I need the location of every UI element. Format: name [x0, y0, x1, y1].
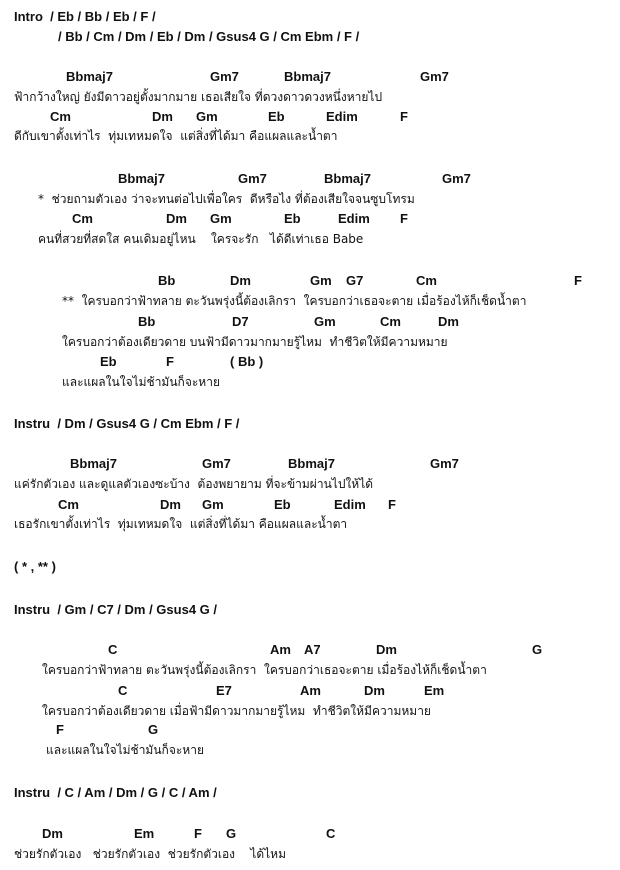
chord: Dm	[230, 273, 251, 288]
chord: F	[400, 109, 408, 124]
chord: F	[56, 722, 64, 737]
chord: Eb	[100, 354, 117, 369]
chord: Bbmaj7	[66, 69, 113, 84]
lyric-line: คนที่สวยที่สดใส คนเดิมอยู่ไหน ใครจะรัก ได้ดีเท่าเธอ Babe	[38, 232, 364, 246]
chord: Dm	[166, 211, 187, 226]
chord: Bbmaj7	[70, 456, 117, 471]
chord: Cm	[50, 109, 71, 124]
chord: Gm7	[420, 69, 449, 84]
chord: Bbmaj7	[324, 171, 371, 186]
chord: Am	[270, 642, 291, 657]
chord: Bb	[138, 314, 156, 329]
chord: Gm7	[442, 171, 471, 186]
chord: Gm7	[202, 456, 231, 471]
chord: Bbmaj7	[284, 69, 331, 84]
chord: G	[226, 826, 237, 841]
chord: Gm	[210, 211, 232, 226]
chord: Dm	[364, 683, 385, 698]
instrumental-line: Instru / C / Am / Dm / G / C / Am /	[14, 785, 217, 800]
chord: C	[108, 642, 118, 657]
chord: F	[400, 211, 408, 226]
lyric-line: ใครบอกว่าต้องเดียวดาย บนฟ้ามีดาวมากมายรู้ไหม ทำชีวิตให้มีความหมาย	[62, 335, 448, 349]
chord: F	[194, 826, 202, 841]
chord: Em	[424, 683, 445, 698]
chord: G7	[346, 273, 364, 288]
chord: F	[166, 354, 174, 369]
chord: A7	[304, 642, 321, 657]
chord: Dm	[42, 826, 63, 841]
lyric-line: * ช่วยถามตัวเอง ว่าจะทนต่อไปเพื่อใคร ดีหรือไง ที่ต้องเสียใจจนซูบโทรม	[38, 192, 415, 206]
lyric-line: แค่รักตัวเอง และดูแลตัวเองซะบ้าง ต้องพยายาม ที่จะข้ามผ่านไปให้ได้	[14, 477, 374, 491]
chord: Eb	[274, 497, 291, 512]
intro-line-1: Intro / Eb / Bb / Eb / F /	[14, 9, 156, 24]
chord: Dm	[438, 314, 459, 329]
chord: Gm	[202, 497, 224, 512]
chord: Am	[300, 683, 321, 698]
lyric-line: ช่วยรักตัวเอง ช่วยรักตัวเอง ช่วยรักตัวเอง ได้ไหม	[14, 847, 286, 861]
lyric-line: ฟ้ากว้างใหญ่ ยังมีดาวอยู่ตั้งมากมาย เธอเสียใจ ที่ดวงดาวดวงหนึ่งหายไป	[14, 90, 383, 104]
chord: Bbmaj7	[288, 456, 335, 471]
chord: Eb	[268, 109, 285, 124]
chord: Em	[134, 826, 155, 841]
lyric-line: และแผลในใจไม่ช้ามันก็จะหาย	[46, 743, 204, 757]
lyric-line: ใครบอกว่าต้องเดียวดาย เมื่อฟ้ามีดาวมากมายรู้ไหม ทำชีวิตให้มีความหมาย	[42, 704, 431, 718]
chord: Eb	[284, 211, 301, 226]
chord: Bb	[158, 273, 176, 288]
lyric-line: เธอรักเขาตั้งเท่าไร ทุ่มเทหมดใจ แต่สิ่งที่ได้มา คือแผลและน้ำตา	[14, 517, 348, 531]
lyric-line: ใครบอกว่าฟ้าทลาย ตะวันพรุ่งนี้ต้องเลิกรา ใครบอกว่าเธอจะตาย เมื่อร้องไห้ก็เช็ดน้ำตา	[42, 663, 487, 677]
chord: F	[388, 497, 396, 512]
chord: Edim	[338, 211, 370, 226]
chord: F	[574, 273, 582, 288]
chord: G	[148, 722, 159, 737]
chord: G	[532, 642, 543, 657]
chord: Cm	[380, 314, 401, 329]
instrumental-line: Instru / Gm / C7 / Dm / Gsus4 G /	[14, 602, 217, 617]
chord: Cm	[58, 497, 79, 512]
lyric-line: ดีกับเขาตั้งเท่าไร ทุ่มเทหมดใจ แต่สิ่งที่ได้มา คือแผลและน้ำตา	[14, 129, 338, 143]
chord: D7	[232, 314, 249, 329]
chord: Gm	[196, 109, 218, 124]
lyric-line: และแผลในใจไม่ช้ามันก็จะหาย	[62, 375, 220, 389]
chord: Cm	[416, 273, 437, 288]
chord: C	[326, 826, 336, 841]
lyric-line: ** ใครบอกว่าฟ้าทลาย ตะวันพรุ่งนี้ต้องเลิกรา ใครบอกว่าเธอจะตาย เมื่อร้องไห้ก็เช็ดน้ำตา	[62, 294, 527, 308]
chord: Dm	[152, 109, 173, 124]
chord: C	[118, 683, 128, 698]
chord: ( Bb )	[230, 354, 264, 369]
chord: Gm7	[210, 69, 239, 84]
instrumental-line: Instru / Dm / Gsus4 G / Cm Ebm / F /	[14, 416, 240, 431]
chord: Dm	[160, 497, 181, 512]
chord: E7	[216, 683, 232, 698]
chord: Gm7	[238, 171, 267, 186]
chord: Edim	[326, 109, 358, 124]
repeat-marker: ( * , ** )	[14, 559, 56, 574]
chord: Gm	[310, 273, 332, 288]
chord: Edim	[334, 497, 366, 512]
chord: Cm	[72, 211, 93, 226]
chord: Gm7	[430, 456, 459, 471]
chord: Gm	[314, 314, 336, 329]
chord: Bbmaj7	[118, 171, 165, 186]
chord: Dm	[376, 642, 397, 657]
intro-line-2: / Bb / Cm / Dm / Eb / Dm / Gsus4 G / Cm Ebm / F /	[58, 29, 360, 44]
